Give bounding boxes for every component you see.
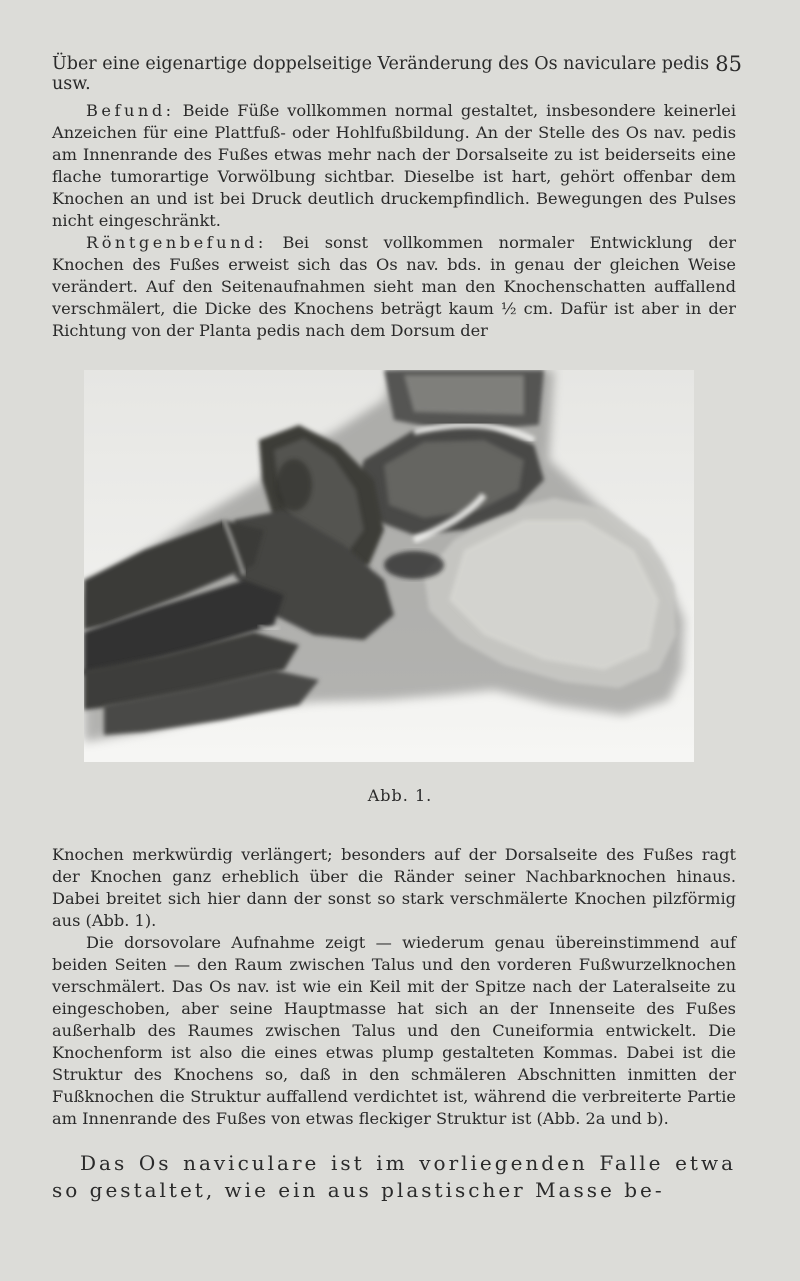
paragraph-continuation: Knochen merkwürdig verlängert; besonders auf der Dorsalseite des Fußes ragt der Knochen ganz erheblich über die Ränder seiner Nachbarknochen hinaus. Dabei breitet sich hier dann der sonst so stark verschmälerte Knochen pilzförmig aus (Abb. 1). (52, 845, 736, 930)
body-text-large (52, 1150, 736, 1204)
paragraph-roentgenbefund (52, 232, 736, 342)
page-number: 85 (715, 52, 742, 76)
running-title: Über eine eigenartige doppelseitige Veränderung des Os naviculare pedis usw. (52, 54, 710, 94)
roentgen-text: Bei sonst vollkommen normaler Entwicklung der Knochen des Fußes erweist sich das Os nav. bds. in genau der gleichen Weise verändert. Auf den Seitenaufnahmen sieht man den Knochenschatten auffallend verschmälert, die Dicke des Knochens beträgt kaum ½ cm. Dafür ist aber in der Richtung von der Planta pedis nach dem Dorsum der (52, 233, 736, 340)
paragraph-dorsovolar: Die dorsovolare Aufnahme zeigt — wiederum genau übereinstimmend auf beiden Seiten — den Raum zwischen Talus und den vorderen Fußwurzelknochen verschmälert. Das Os nav. ist wie ein Keil mit der Spitze nach der Lateralseite zu eingeschoben, aber seine Hauptmasse hat sich an der Innenseite des Fußes außerhalb des Raumes zwischen Talus und den Cuneiformia entwickelt. Die Knochenform ist also die eines etwas plump gestalteten Kommas. Dabei ist die Struktur des Knochens so, daß in den schmäleren Abschnitten inmitten der Fußknochen die Struktur auffallend verdichtet ist, während die verbreiterte Partie am Innenrande des Fußes von etwas fleckiger Struktur ist (Abb. 2a und b). (52, 933, 736, 1128)
paragraph-large-spaced: Das Os naviculare ist im vorliegenden Falle etwa so gestaltet, wie ein aus plastischer Masse be- (52, 1151, 736, 1202)
body-text-top (52, 100, 736, 342)
running-header (52, 52, 742, 94)
xray-figure (84, 370, 694, 762)
xray-foot-image (84, 370, 694, 762)
figure-caption: Abb. 1. (367, 786, 433, 805)
paragraph-befund (52, 100, 736, 232)
befund-text: Beide Füße vollkommen normal gestaltet, insbesondere keinerlei Anzeichen für eine Plattfuß- oder Hohlfußbildung. An der Stelle des Os nav. pedis am Innenrande des Fußes etwas mehr nach der Dorsalseite zu ist beiderseits eine flache tumorartige Vorwölbung sichtbar. Dieselbe ist hart, gehört offenbar dem Knochen an und ist bei Druck deutlich druckempfindlich. Bewegungen des Pulses nicht eingeschränkt. (52, 101, 736, 230)
befund-label: Befund: (86, 101, 175, 120)
roentgen-label: Röntgenbefund: (86, 233, 267, 252)
body-text-bottom (52, 844, 736, 1130)
